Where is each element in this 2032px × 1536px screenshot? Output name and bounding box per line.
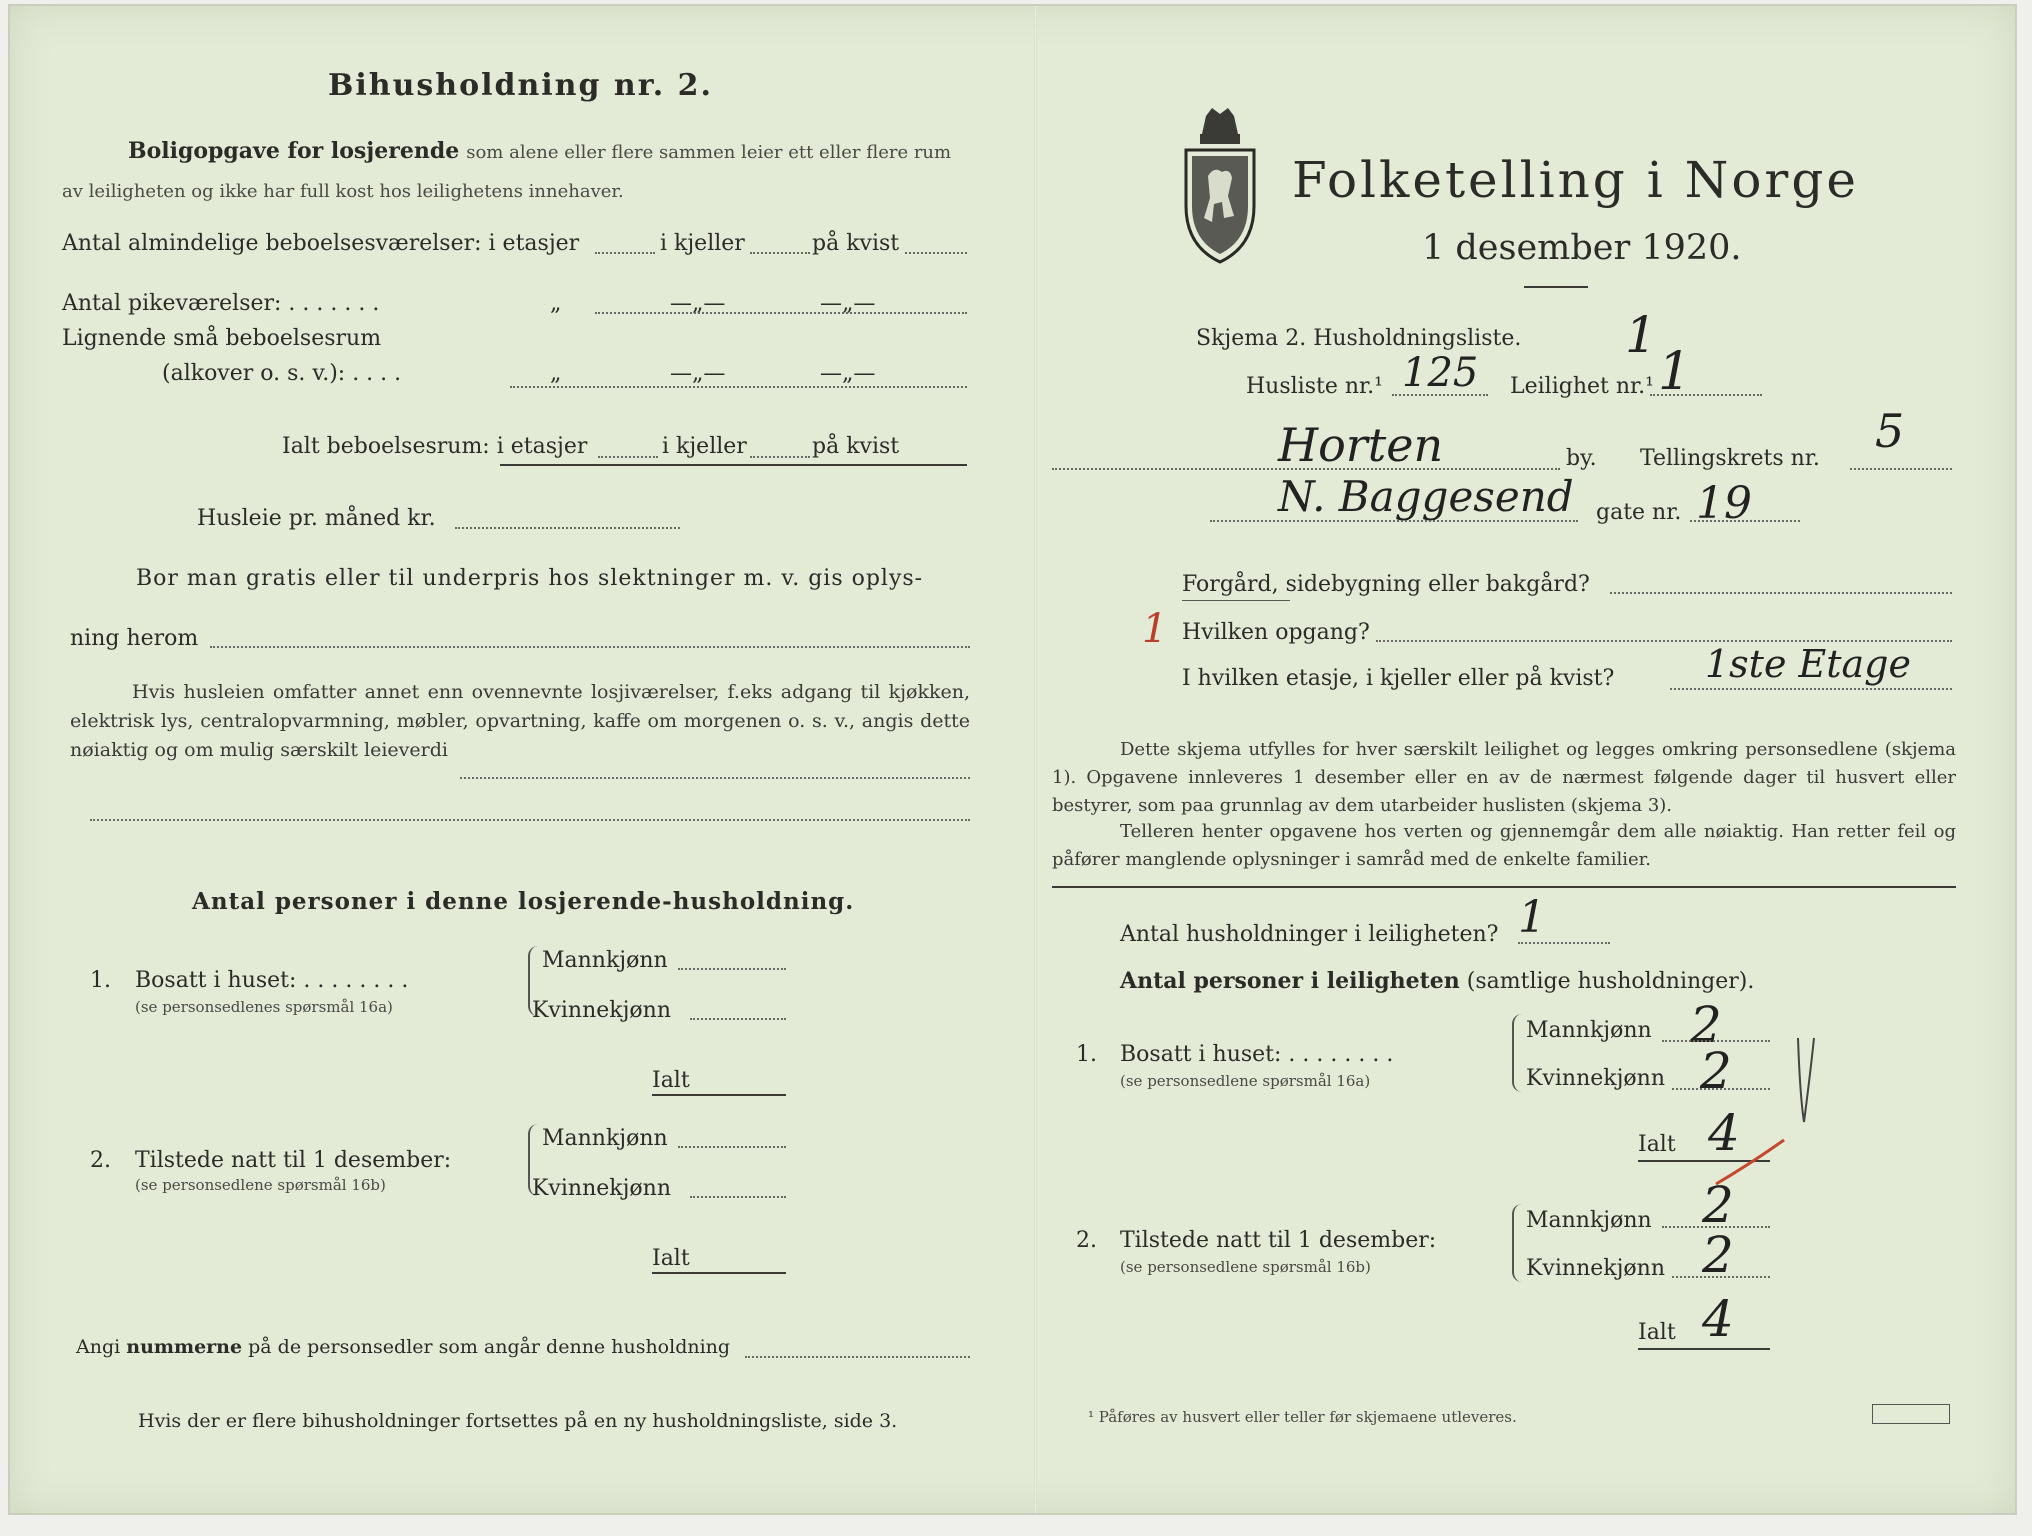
street-field (1210, 520, 1578, 522)
rent-label: Husleie pr. måned kr. (197, 506, 436, 531)
maid-rooms-label: Antal pikeværelser: . . . . . . . (62, 291, 380, 316)
street-value[interactable]: N. Baggesend (1278, 472, 1574, 521)
maid-ditto-3: —„— (820, 291, 876, 316)
right-q2-total-label: Ialt (1638, 1320, 1676, 1345)
intro-bold: Boligopgave for losjerende (128, 138, 460, 164)
right-q1-male-label: Mannkjønn (1526, 1018, 1652, 1043)
left-q2-total-field[interactable] (652, 1272, 786, 1274)
right-q2-total-field (1638, 1348, 1770, 1350)
households-value[interactable]: 1 (1518, 892, 1546, 943)
right-q1-total-value[interactable]: 4 (1708, 1104, 1740, 1162)
building-field[interactable] (1610, 592, 1952, 594)
schema-hand: 1 (1625, 306, 1657, 364)
right-persons-heading-rest: (samtlige husholdninger). (1466, 969, 1755, 994)
left-q2-sub: (se personsedlene spørsmål 16b) (135, 1176, 386, 1194)
right-q2-label: Tilstede natt til 1 desember: (1120, 1228, 1437, 1253)
right-q2-brace (1512, 1204, 1524, 1282)
house-list-value[interactable]: 125 (1402, 350, 1479, 396)
total-rooms-rule (500, 464, 967, 466)
footnote: ¹ Påføres av husvert eller teller før skjemaene utleveres. (1088, 1408, 1517, 1426)
households-field (1518, 942, 1610, 944)
left-q1-female-field[interactable] (690, 1018, 786, 1020)
right-q1-female-field (1672, 1088, 1770, 1090)
entrance-mark: 1 (1142, 606, 1168, 652)
similar-rooms-field[interactable] (510, 386, 967, 388)
census-date: 1 desember 1920. (1422, 228, 1742, 268)
schema-label: Skjema 2. Husholdningsliste. (1196, 326, 1522, 351)
left-q2-female-label: Kvinnekjønn (532, 1176, 671, 1201)
right-q1-female-value[interactable]: 2 (1700, 1042, 1732, 1100)
similar-ditto-2: —„— (670, 361, 726, 386)
right-q2-male-label: Mannkjønn (1526, 1208, 1652, 1233)
entrance-question: Hvilken opgang? (1182, 620, 1370, 645)
apartment-label: Leilighet nr.¹ (1510, 374, 1654, 399)
left-q2-number: 2. (90, 1148, 111, 1173)
page-fold (1034, 6, 1037, 1513)
city-value[interactable]: Horten (1278, 418, 1444, 472)
right-q2-sub: (se personsedlene spørsmål 16b) (1120, 1258, 1371, 1276)
right-q2-number: 2. (1076, 1228, 1097, 1253)
total-attic-label: på kvist (812, 434, 900, 459)
house-list-label: Husliste nr.¹ (1246, 374, 1383, 399)
households-question: Antal husholdninger i leiligheten? (1120, 922, 1499, 947)
floor-value[interactable]: 1ste Etage (1705, 642, 1911, 686)
street-number-value[interactable]: 19 (1696, 478, 1752, 529)
intro-line-1 (128, 138, 951, 164)
right-q2-male-value[interactable]: 2 (1702, 1176, 1734, 1234)
section-divider (1052, 886, 1956, 888)
right-q1-label: Bosatt i huset: . . . . . . . . (1120, 1042, 1394, 1067)
left-q1-male-field[interactable] (678, 968, 786, 970)
street-label: gate nr. (1596, 500, 1682, 525)
similar-rooms-label-1: Lignende små beboelsesrum (62, 326, 382, 351)
right-q2-total-value[interactable]: 4 (1702, 1290, 1734, 1348)
extra-field-2[interactable] (90, 819, 970, 821)
rooms-cellar-field[interactable] (750, 252, 810, 254)
free-label-2: ning herom (70, 626, 199, 651)
maid-ditto-2: —„— (670, 291, 726, 316)
left-q1-total-field[interactable] (652, 1094, 786, 1096)
rooms-attic-label: på kvist (812, 231, 900, 256)
info-paragraph-1: Dette skjema utfylles for hver særskilt leilighet og legges omkring personsedlene (skjema 1). Opgavene innleveres 1 desember eller en av de nærmest følgende dager til husvert eller bestyrer, som paa grunnlag av dem utarbeider huslisten (skjema 3). (1052, 739, 1956, 816)
title-rule (1524, 286, 1588, 288)
numbers-post: på de personsedler som angår denne husholdning (248, 1336, 731, 1358)
numbers-bold: nummerne (126, 1336, 243, 1358)
free-field[interactable] (210, 646, 970, 648)
house-list-field (1392, 394, 1488, 396)
total-cellar-label: i kjeller (662, 434, 747, 459)
extra-info-text: Hvis husleien omfatter annet enn ovennevnte losjiværelser, f.eks adgang til kjøkken, elektrisk lys, centralopvarmning, møbler, opvartning, kaffe om morgenen o. s. v., angis dette nøiaktig og om mulig særskilt leieverdi (70, 681, 970, 761)
right-q1-female-label: Kvinnekjønn (1526, 1066, 1665, 1091)
right-q1-brace (1512, 1014, 1524, 1092)
total-floors-field[interactable] (598, 456, 658, 458)
floor-question: I hvilken etasje, i kjeller eller på kvist? (1182, 666, 1615, 691)
left-q1-total-label: Ialt (652, 1068, 690, 1093)
left-q1-female-label: Kvinnekjønn (532, 998, 671, 1023)
right-q2-female-field (1672, 1276, 1770, 1278)
left-q1-sub: (se personsedlenes spørsmål 16a) (135, 998, 393, 1016)
district-field (1850, 468, 1952, 470)
rooms-floors-field[interactable] (595, 252, 655, 254)
total-cellar-field[interactable] (750, 456, 810, 458)
right-q1-sub: (se personsedlene spørsmål 16a) (1120, 1072, 1371, 1090)
similar-ditto-1: „ (550, 361, 562, 386)
census-form-sheet (8, 4, 2017, 1515)
numbers-field[interactable] (745, 1356, 970, 1358)
numbers-line (76, 1336, 730, 1358)
numbers-pre: Angi (76, 1336, 121, 1358)
extra-field-1[interactable] (460, 777, 970, 779)
rent-field[interactable] (455, 527, 680, 529)
left-q2-male-label: Mannkjønn (542, 1126, 668, 1151)
district-label: Tellingskrets nr. (1640, 446, 1820, 471)
continue-note: Hvis der er flere bihusholdninger fortsettes på en ny husholdningsliste, side 3. (138, 1410, 898, 1432)
building-question: Forgård, sidebygning eller bakgård? (1182, 572, 1590, 597)
left-q1-male-label: Mannkjønn (542, 948, 668, 973)
maid-rooms-field[interactable] (595, 312, 967, 314)
city-field (1052, 468, 1560, 470)
apartment-field (1650, 394, 1762, 396)
total-rooms-label: Ialt beboelsesrum: i etasjer (282, 434, 588, 459)
building-underline (1182, 600, 1290, 601)
maid-ditto-1: „ (550, 291, 562, 316)
district-value[interactable]: 5 (1875, 404, 1905, 458)
left-title: Bihusholdning nr. 2. (328, 68, 713, 103)
right-title: Folketelling i Norge (1292, 151, 1859, 209)
city-label: by. (1566, 446, 1597, 471)
printer-stamp (1872, 1404, 1950, 1424)
street-number-field (1690, 520, 1800, 522)
left-q2-total-label: Ialt (652, 1246, 690, 1271)
rooms-label: Antal almindelige beboelsesværelser: i etasjer (62, 231, 580, 256)
intro-line-2: av leiligheten og ikke har full kost hos leilighetens innehaver. (62, 181, 624, 202)
right-persons-heading-bold: Antal personer i leiligheten (1120, 968, 1460, 994)
rooms-cellar-label: i kjeller (660, 231, 745, 256)
left-q2-male-field[interactable] (678, 1146, 786, 1148)
right-q1-male-value[interactable]: 2 (1690, 996, 1722, 1054)
free-label-1: Bor man gratis eller til underpris hos slektninger m. v. gis oplys- (136, 566, 924, 591)
check-mark-icon (1794, 1036, 1818, 1126)
right-persons-heading (1120, 968, 1754, 994)
similar-rooms-label-2: (alkover o. s. v.): . . . . (162, 361, 402, 386)
right-q1-number: 1. (1076, 1042, 1097, 1067)
right-q2-female-value[interactable]: 2 (1702, 1226, 1734, 1284)
left-q2-label: Tilstede natt til 1 desember: (135, 1148, 452, 1173)
similar-ditto-3: —„— (820, 361, 876, 386)
info-paragraph-2: Telleren henter opgavene hos verten og gjennemgår dem alle nøiaktig. Han retter feil og påfører manglende oplysninger i samråd med de enkelte familier. (1052, 821, 1956, 870)
right-q2-female-label: Kvinnekjønn (1526, 1256, 1665, 1281)
coat-of-arms-icon (1178, 106, 1262, 266)
floor-field (1670, 688, 1952, 690)
right-q1-total-label: Ialt (1638, 1132, 1676, 1157)
left-q1-label: Bosatt i huset: . . . . . . . . (135, 968, 409, 993)
left-q2-female-field[interactable] (690, 1196, 786, 1198)
left-q1-number: 1. (90, 968, 111, 993)
intro-rest: som alene eller flere sammen leier ett eller flere rum (466, 142, 952, 163)
rooms-attic-field[interactable] (905, 252, 967, 254)
left-persons-heading: Antal personer i denne losjerende-husholdning. (192, 888, 855, 915)
apartment-value[interactable]: 1 (1658, 342, 1692, 402)
